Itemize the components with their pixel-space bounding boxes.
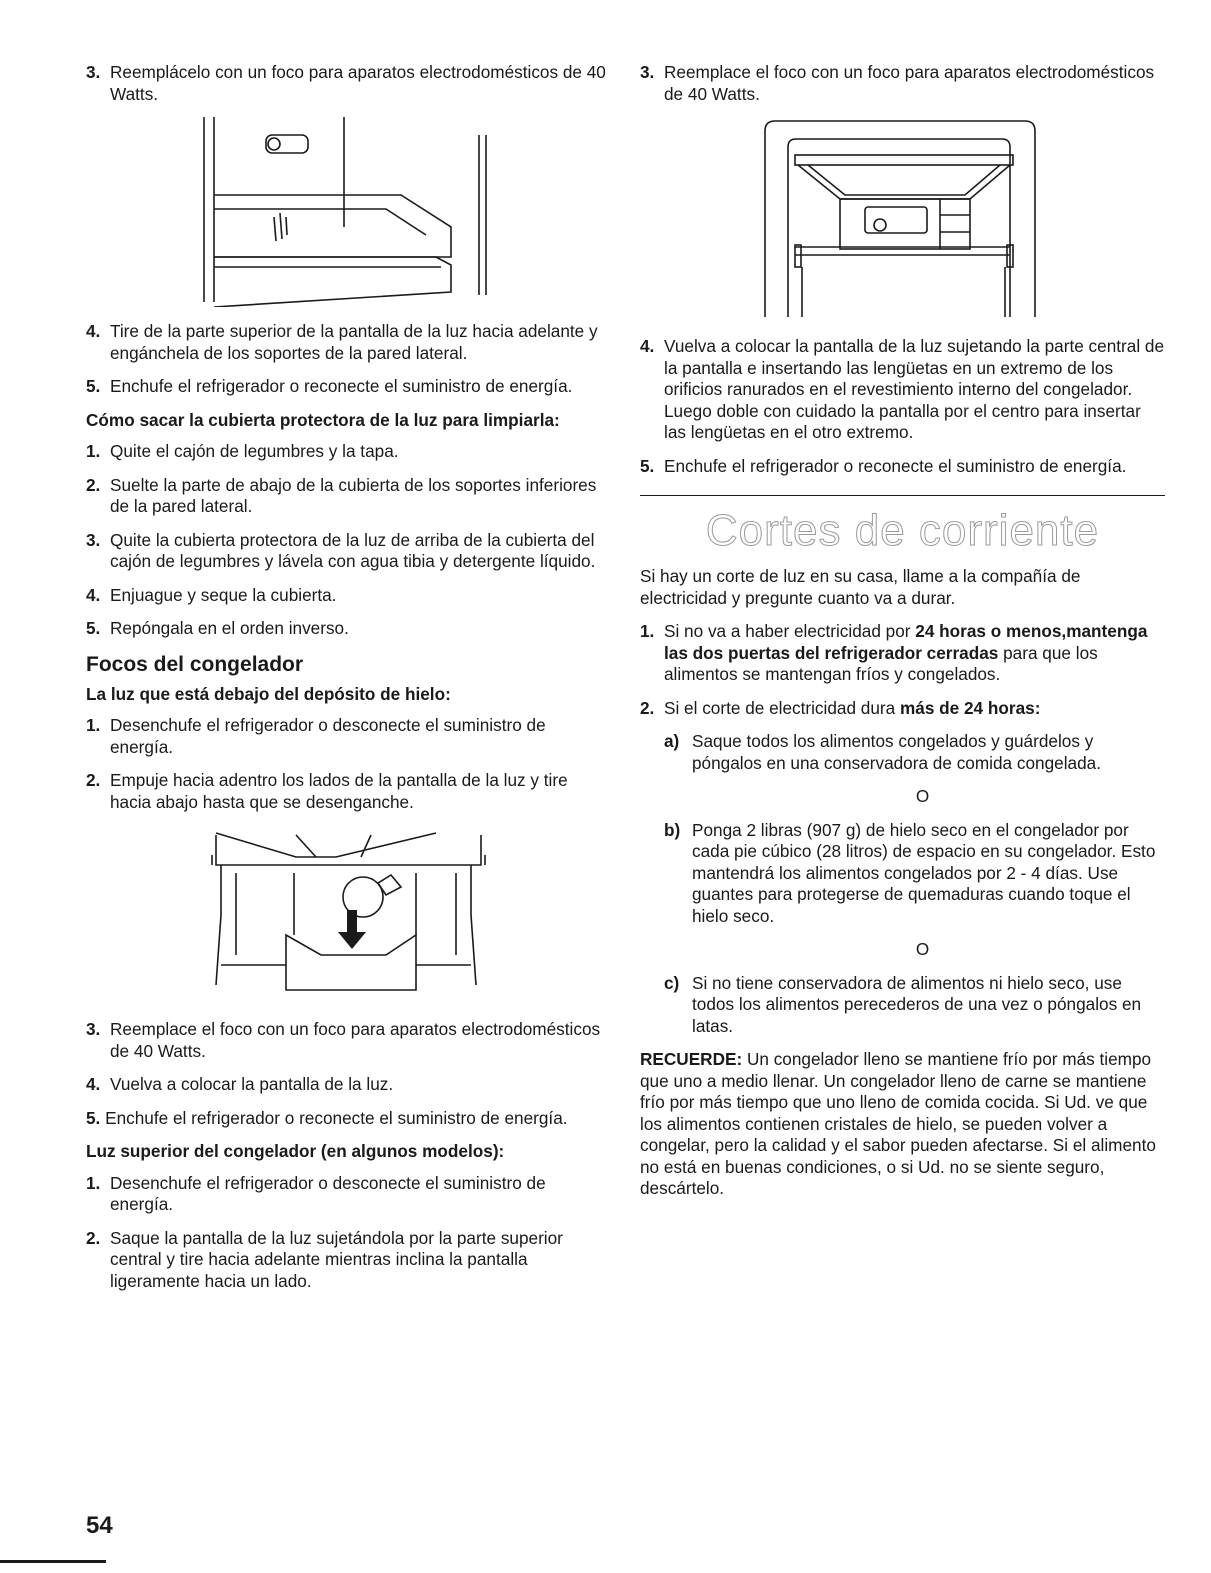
- step-number: 1.: [86, 441, 101, 461]
- step-text-post: para que los alimentos se mantengan fríos y congelados.: [664, 642, 1098, 684]
- step-item: [86, 1019, 606, 1062]
- crisper-light-drawing: [86, 117, 606, 307]
- step-text-bold: más de 24 horas:: [899, 697, 1041, 718]
- cover-cleaning-heading: Cómo sacar la cubierta protectora de la luz para limpiarla:: [86, 409, 560, 430]
- step-text: Reemplácelo con un foco para aparatos electrodomésticos de 40 Watts.: [110, 62, 606, 104]
- step-number: 4.: [640, 336, 655, 356]
- step-item: [86, 441, 606, 463]
- step-text: Repóngala en el orden inverso.: [110, 618, 349, 638]
- step-item: [86, 1173, 606, 1216]
- step-item: [86, 376, 606, 398]
- step-number: 2.: [86, 770, 101, 790]
- section-divider: [640, 495, 1165, 496]
- step-number: 1.: [86, 715, 101, 735]
- reminder-paragraph: [640, 1049, 1165, 1200]
- page-number: 54: [86, 1512, 113, 1539]
- top-freezer-light-heading: Luz superior del congelador (en algunos modelos):: [86, 1141, 505, 1161]
- ice-bin-light-drawing: [86, 825, 606, 1005]
- step-text: Desenchufe el refrigerador o desconecte el suministro de energía.: [110, 1172, 546, 1214]
- step-item: [86, 618, 606, 640]
- step-item: [86, 321, 606, 364]
- outage-intro: Si hay un corte de luz en su casa, llame a la compañía de electricidad y pregunte cuanto va a durar.: [640, 566, 1081, 608]
- step-text: Tire de la parte superior de la pantalla de la luz hacia adelante y engánchela de los soportes de la pared lateral.: [110, 321, 598, 363]
- step-item: [86, 475, 606, 518]
- step-number: 5.: [86, 618, 101, 638]
- step-number: 3.: [86, 1019, 101, 1039]
- step-text: Quite el cajón de legumbres y la tapa.: [110, 441, 399, 461]
- step-text: Enchufe el refrigerador o reconecte el suministro de energía.: [110, 376, 573, 396]
- substep-text: Ponga 2 libras (907 g) de hielo seco en el congelador por cada pie cúbico (28 litros) de espacio en su congelador. Esto mantendrá los alimentos congelados por 2 - 4 días. Use guantes para protegerse de quemaduras cuando toque el hielo seco.: [692, 819, 1156, 926]
- step-number: 3.: [86, 529, 101, 550]
- step-text: Desenchufe el refrigerador o desconecte el suministro de energía.: [110, 715, 546, 757]
- step-item: [86, 1228, 606, 1293]
- step-text: Quite la cubierta protectora de la luz de arriba de la cubierta del cajón de legumbres y lávela con agua tibia y detergente líquido.: [110, 529, 596, 571]
- top-freezer-light-drawing: [640, 117, 1165, 322]
- substep-text: Si no tiene conservadora de alimentos ni hielo seco, use todos los alimentos perecederos de una vez o póngalos en latas.: [692, 972, 1142, 1036]
- reminder-label: RECUERDE:: [640, 1049, 743, 1069]
- step-number: 3.: [86, 62, 101, 82]
- outage-substep: [640, 731, 1165, 774]
- step-number: 5.: [640, 455, 655, 476]
- step-number: 4.: [86, 584, 101, 605]
- step-number: 1.: [86, 1172, 101, 1193]
- substep-letter: c): [664, 972, 680, 993]
- outage-step: [640, 621, 1165, 686]
- step-item: [640, 62, 1165, 105]
- step-text-bold: 24 horas o menos,mantenga las dos puertas del refrigerador cerradas: [664, 621, 1148, 663]
- step-item: [86, 530, 606, 573]
- step-item: [86, 1108, 606, 1130]
- step-item: [86, 1074, 606, 1096]
- outage-step: [640, 698, 1165, 720]
- step-text: Suelte la parte de abajo de la cubierta de los soportes inferiores de la pared lateral.: [110, 474, 597, 516]
- step-item: [86, 62, 606, 105]
- step-item: [86, 585, 606, 607]
- step-number: 5.: [86, 1107, 101, 1128]
- step-text: Vuelva a colocar la pantalla de la luz sujetando la parte central de la pantalla e insertando las lengüetas en un extremo de los orificios ranurados en el revestimiento interno del congelador. Luego doble con cuidado la pantalla por el centro para insertar las lengüetas en el otro extremo.: [664, 336, 1165, 442]
- footer-rule: [0, 1560, 106, 1563]
- step-text: Reemplace el foco con un foco para aparatos electrodomésticos de 40 Watts.: [110, 1019, 601, 1061]
- outage-substep: [640, 820, 1165, 928]
- step-text-pre: Si el corte de electricidad dura: [664, 697, 900, 718]
- right-column: [640, 62, 1165, 1212]
- or-separator: O: [915, 786, 930, 806]
- step-number: 4.: [86, 321, 101, 341]
- step-item: [640, 336, 1165, 444]
- ice-bin-light-heading: La luz que está debajo del depósito de hielo:: [86, 683, 451, 704]
- step-number: 4.: [86, 1074, 101, 1094]
- crisper-light-illustration: [86, 117, 606, 307]
- outage-substep: [640, 973, 1165, 1038]
- step-text: Enjuague y seque la cubierta.: [110, 584, 337, 605]
- reminder-text: Un congelador lleno se mantiene frío por más tiempo que uno a medio llenar. Un congelador lleno de carne se mantiene frío por más tiempo que uno lleno de comida cocida. Si Ud. ve que los alimentos contienen cristales de hielo, se pueden volver a congelar, pero la calidad y el sabor pueden afectarse. Si el alimento no está en buenas condiciones, o si Ud. no se siente seguro, descártelo.: [640, 1049, 1156, 1198]
- power-outage-title: Cortes de corriente: [705, 506, 1100, 555]
- step-item: [86, 715, 606, 758]
- step-text: Saque la pantalla de la luz sujetándola por la parte superior central y tire hacia adelante mientras inclina la pantalla ligeramente hacia un lado.: [110, 1227, 563, 1291]
- step-text: Empuje hacia adentro los lados de la pantalla de la luz y tire hacia abajo hasta que se desenganche.: [110, 770, 568, 812]
- ice-bin-light-illustration: [86, 825, 606, 1005]
- or-separator: O: [915, 939, 930, 959]
- step-text: Enchufe el refrigerador o reconecte el suministro de energía.: [664, 455, 1127, 476]
- step-text-pre: Si no va a haber electricidad por: [664, 621, 916, 641]
- substep-letter: b): [664, 819, 681, 840]
- step-item: [86, 770, 606, 813]
- step-item: [640, 456, 1165, 478]
- substep-text: Saque todos los alimentos congelados y guárdelos y póngalos en una conservadora de comida congelada.: [692, 731, 1101, 773]
- step-number: 2.: [640, 697, 655, 718]
- freezer-lights-section-title: Focos del congelador: [86, 652, 304, 676]
- substep-letter: a): [664, 731, 680, 751]
- top-freezer-light-illustration: [640, 117, 1165, 322]
- step-number: 5.: [86, 376, 101, 396]
- step-text: Reemplace el foco con un foco para aparatos electrodomésticos de 40 Watts.: [664, 62, 1155, 104]
- step-number: 3.: [640, 62, 655, 82]
- step-number: 1.: [640, 621, 655, 641]
- left-column: [86, 62, 606, 1304]
- step-text: Enchufe el refrigerador o reconecte el suministro de energía.: [105, 1107, 568, 1128]
- step-number: 2.: [86, 474, 101, 495]
- step-text: Vuelva a colocar la pantalla de la luz.: [110, 1074, 394, 1094]
- step-number: 2.: [86, 1227, 101, 1248]
